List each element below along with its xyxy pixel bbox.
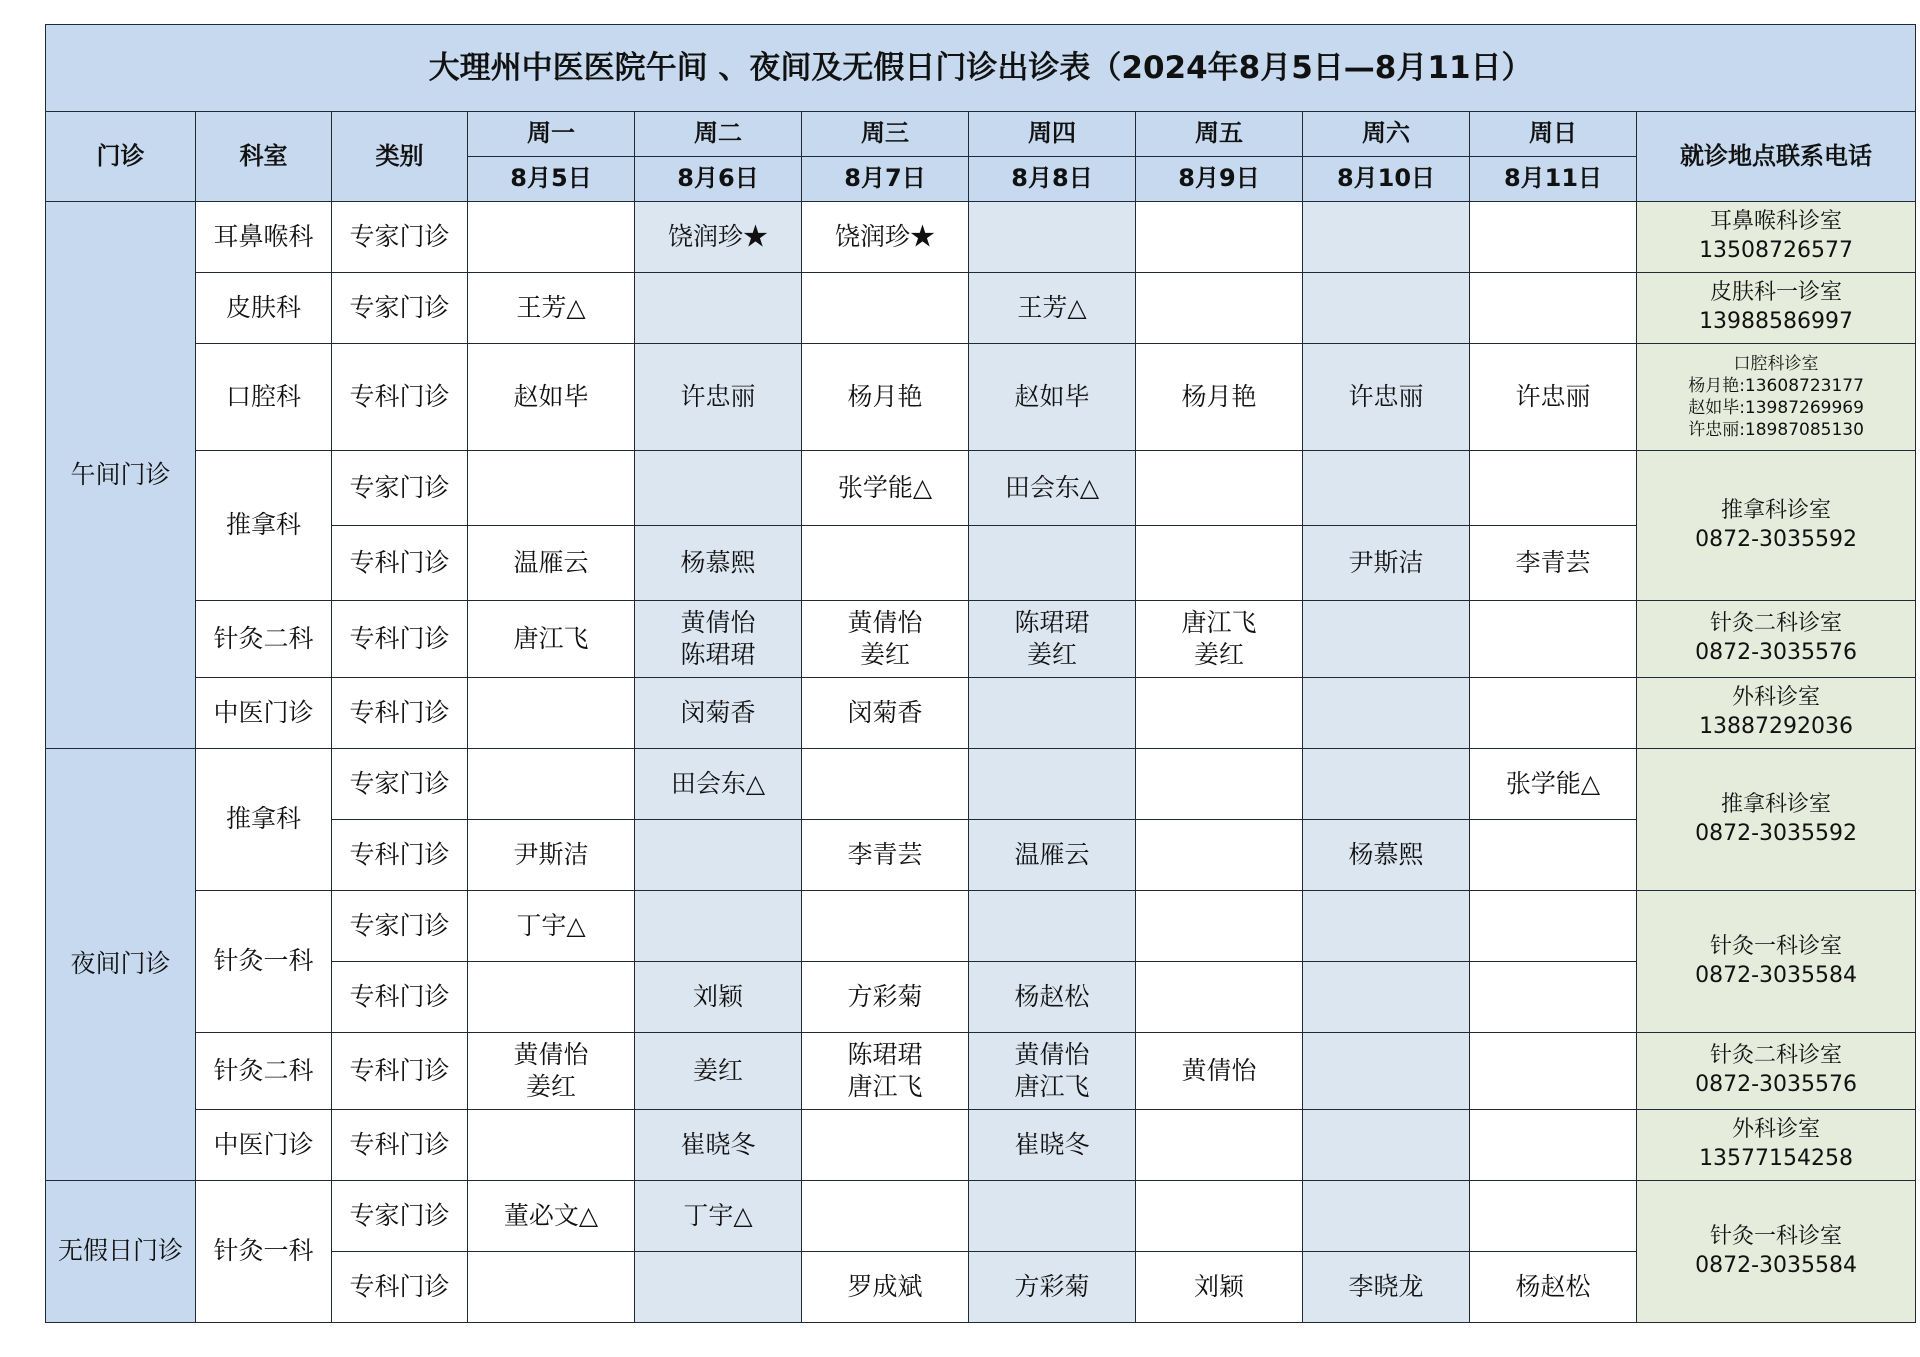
schedule-cell: 赵如毕 bbox=[468, 344, 635, 451]
doctor-name: 姜红 bbox=[1026, 640, 1077, 669]
schedule-cell: 田会东△ bbox=[969, 451, 1136, 526]
doctor-name: 姜红 bbox=[692, 1055, 743, 1085]
schedule-cell bbox=[802, 526, 969, 601]
schedule-cell bbox=[802, 273, 969, 344]
schedule-cell: 李青芸 bbox=[802, 820, 969, 891]
schedule-cell bbox=[468, 451, 635, 526]
dept-label: 皮肤科 bbox=[196, 273, 332, 344]
schedule-cell bbox=[1136, 820, 1303, 891]
schedule-cell: 张学能△ bbox=[802, 451, 969, 526]
schedule-cell bbox=[969, 601, 1136, 678]
schedule-cell: 赵如毕 bbox=[969, 344, 1136, 451]
header-contact: 就诊地点联系电话 bbox=[1637, 112, 1916, 202]
schedule-cell bbox=[1303, 891, 1470, 962]
doctor-name: 唐江飞 bbox=[847, 1072, 923, 1101]
schedule-cell: 丁宇△ bbox=[635, 1181, 802, 1252]
schedule-cell bbox=[1303, 962, 1470, 1033]
schedule-cell: 温雁云 bbox=[468, 526, 635, 601]
page-title: 大理州中医医院午间 、夜间及无假日门诊出诊表（2024年8月5日—8月11日） bbox=[46, 25, 1916, 112]
schedule-cell bbox=[635, 1252, 802, 1323]
location-cell bbox=[1637, 749, 1916, 891]
schedule-cell bbox=[1136, 1181, 1303, 1252]
location-cell bbox=[1637, 1033, 1916, 1110]
doctor-name: 黄倩怡 bbox=[1181, 1055, 1257, 1085]
doctor-name: 黄倩怡 bbox=[680, 607, 756, 637]
schedule-cell bbox=[969, 678, 1136, 749]
schedule-cell: 杨慕熙 bbox=[635, 526, 802, 601]
schedule-cell bbox=[1136, 273, 1303, 344]
type-label: 专家门诊 bbox=[332, 451, 468, 526]
schedule-cell bbox=[1136, 451, 1303, 526]
schedule-cell bbox=[468, 1033, 635, 1110]
schedule-cell bbox=[1136, 601, 1303, 678]
location-phone: 13508726577 bbox=[1699, 238, 1854, 263]
schedule-cell bbox=[1470, 202, 1637, 273]
schedule-cell: 王芳△ bbox=[468, 273, 635, 344]
schedule-cell bbox=[468, 1110, 635, 1181]
schedule-cell bbox=[802, 1033, 969, 1110]
header-weekday: 周日 bbox=[1470, 112, 1637, 157]
schedule-cell bbox=[1470, 891, 1637, 962]
type-label: 专家门诊 bbox=[332, 273, 468, 344]
schedule-cell bbox=[1136, 749, 1303, 820]
dept-label: 针灸一科 bbox=[196, 891, 332, 1033]
schedule-cell: 方彩菊 bbox=[802, 962, 969, 1033]
schedule-cell bbox=[969, 891, 1136, 962]
schedule-cell bbox=[1303, 1110, 1470, 1181]
schedule-cell bbox=[1303, 749, 1470, 820]
type-label: 专家门诊 bbox=[332, 749, 468, 820]
location-phone: 0872-3035584 bbox=[1695, 962, 1857, 988]
schedule-cell bbox=[1470, 678, 1637, 749]
section-label: 无假日门诊 bbox=[46, 1181, 196, 1323]
schedule-cell: 李晓龙 bbox=[1303, 1252, 1470, 1323]
header-dept: 科室 bbox=[196, 112, 332, 202]
schedule-cell bbox=[635, 273, 802, 344]
schedule-cell: 饶润珍★ bbox=[802, 202, 969, 273]
dept-label: 中医门诊 bbox=[196, 1110, 332, 1181]
doctor-name: 姜红 bbox=[1193, 640, 1244, 669]
type-label: 专科门诊 bbox=[332, 678, 468, 749]
location-phone: 0872-3035592 bbox=[1695, 526, 1857, 552]
location-room: 针灸一科诊室 bbox=[1710, 933, 1843, 959]
schedule-cell bbox=[635, 1033, 802, 1110]
schedule-cell: 王芳△ bbox=[969, 273, 1136, 344]
schedule-cell: 闵菊香 bbox=[635, 678, 802, 749]
doctor-name: 黄倩怡 bbox=[1014, 1039, 1090, 1069]
schedule-cell bbox=[802, 891, 969, 962]
header-weekday: 周五 bbox=[1136, 112, 1303, 157]
schedule-cell: 杨月艳 bbox=[802, 344, 969, 451]
schedule-cell bbox=[1303, 1033, 1470, 1110]
schedule-cell bbox=[468, 202, 635, 273]
header-date: 8月7日 bbox=[802, 157, 969, 202]
doctor-name: 唐江飞 bbox=[1181, 607, 1257, 637]
doctor-name: 陈珺珺 bbox=[847, 1039, 923, 1069]
schedule-cell bbox=[468, 601, 635, 678]
dept-label: 推拿科 bbox=[196, 451, 332, 601]
doctor-name: 黄倩怡 bbox=[513, 1039, 589, 1069]
schedule-cell: 许忠丽 bbox=[635, 344, 802, 451]
schedule-cell bbox=[1303, 678, 1470, 749]
schedule-cell bbox=[1136, 1033, 1303, 1110]
doctor-name: 姜红 bbox=[525, 1072, 576, 1101]
location-room: 针灸一科诊室 bbox=[1710, 1223, 1843, 1249]
type-label: 专科门诊 bbox=[332, 820, 468, 891]
location-room: 针灸二科诊室 bbox=[1710, 1043, 1843, 1069]
type-label: 专科门诊 bbox=[332, 962, 468, 1033]
dept-label: 针灸二科 bbox=[196, 1033, 332, 1110]
schedule-cell bbox=[1136, 678, 1303, 749]
schedule-cell bbox=[1470, 962, 1637, 1033]
header-clinic: 门诊 bbox=[46, 112, 196, 202]
schedule-cell: 杨赵松 bbox=[1470, 1252, 1637, 1323]
schedule-cell bbox=[1136, 891, 1303, 962]
location-cell bbox=[1637, 273, 1916, 344]
header-weekday: 周一 bbox=[468, 112, 635, 157]
location-cell bbox=[1637, 202, 1916, 273]
schedule-cell bbox=[468, 1252, 635, 1323]
schedule-cell bbox=[1470, 451, 1637, 526]
schedule-cell bbox=[802, 1181, 969, 1252]
doctor-name: 唐江飞 bbox=[513, 623, 589, 653]
header-date: 8月8日 bbox=[969, 157, 1136, 202]
schedule-cell bbox=[1136, 202, 1303, 273]
schedule-cell: 温雁云 bbox=[969, 820, 1136, 891]
location-phone: 许忠丽:18987085130 bbox=[1688, 420, 1864, 441]
schedule-cell bbox=[468, 749, 635, 820]
schedule-cell bbox=[1303, 273, 1470, 344]
schedule-cell bbox=[802, 1110, 969, 1181]
location-phone: 13988586997 bbox=[1699, 309, 1854, 334]
doctor-name: 姜红 bbox=[859, 640, 910, 669]
location-room: 皮肤科一诊室 bbox=[1710, 280, 1843, 306]
location-phone: 赵如毕:13987269969 bbox=[1688, 398, 1864, 418]
type-label: 专家门诊 bbox=[332, 891, 468, 962]
location-cell bbox=[1637, 1110, 1916, 1181]
schedule-cell bbox=[635, 891, 802, 962]
header-weekday: 周三 bbox=[802, 112, 969, 157]
schedule-cell bbox=[802, 749, 969, 820]
schedule-cell bbox=[635, 451, 802, 526]
schedule-cell bbox=[969, 749, 1136, 820]
schedule-cell bbox=[969, 1033, 1136, 1110]
header-date: 8月11日 bbox=[1470, 157, 1637, 202]
schedule-cell: 田会东△ bbox=[635, 749, 802, 820]
schedule-cell: 崔晓冬 bbox=[969, 1110, 1136, 1181]
schedule-cell: 杨月艳 bbox=[1136, 344, 1303, 451]
schedule-cell: 闵菊香 bbox=[802, 678, 969, 749]
schedule-cell bbox=[1470, 1110, 1637, 1181]
schedule-cell: 崔晓冬 bbox=[635, 1110, 802, 1181]
location-phone: 13887292036 bbox=[1699, 714, 1854, 739]
location-room: 针灸二科诊室 bbox=[1710, 611, 1843, 637]
location-room: 推拿科诊室 bbox=[1721, 497, 1832, 523]
type-label: 专科门诊 bbox=[332, 601, 468, 678]
dept-label: 推拿科 bbox=[196, 749, 332, 891]
header-date: 8月10日 bbox=[1303, 157, 1470, 202]
location-phone: 13577154258 bbox=[1699, 1146, 1854, 1171]
location-room: 推拿科诊室 bbox=[1721, 791, 1832, 817]
doctor-name: 唐江飞 bbox=[1014, 1072, 1090, 1101]
schedule-cell bbox=[468, 678, 635, 749]
location-phone: 0872-3035584 bbox=[1695, 1252, 1857, 1278]
dept-label: 耳鼻喉科 bbox=[196, 202, 332, 273]
location-room: 耳鼻喉科诊室 bbox=[1710, 209, 1843, 235]
schedule-cell: 方彩菊 bbox=[969, 1252, 1136, 1323]
schedule-cell: 刘颖 bbox=[1136, 1252, 1303, 1323]
schedule-cell bbox=[1470, 601, 1637, 678]
type-label: 专家门诊 bbox=[332, 202, 468, 273]
schedule-table bbox=[45, 24, 1916, 1323]
schedule-cell: 李青芸 bbox=[1470, 526, 1637, 601]
schedule-cell bbox=[802, 601, 969, 678]
header-type: 类别 bbox=[332, 112, 468, 202]
schedule-cell bbox=[1136, 526, 1303, 601]
location-cell bbox=[1637, 344, 1916, 451]
type-label: 专科门诊 bbox=[332, 1033, 468, 1110]
header-date: 8月5日 bbox=[468, 157, 635, 202]
schedule-cell bbox=[1136, 1110, 1303, 1181]
schedule-cell: 尹斯洁 bbox=[1303, 526, 1470, 601]
doctor-name: 黄倩怡 bbox=[847, 607, 923, 637]
schedule-cell bbox=[1303, 202, 1470, 273]
section-label: 夜间门诊 bbox=[46, 749, 196, 1181]
schedule-cell bbox=[969, 202, 1136, 273]
schedule-cell bbox=[1136, 962, 1303, 1033]
location-room: 外科诊室 bbox=[1732, 685, 1821, 711]
schedule-cell bbox=[635, 601, 802, 678]
dept-label: 针灸二科 bbox=[196, 601, 332, 678]
header-weekday: 周二 bbox=[635, 112, 802, 157]
header-weekday: 周四 bbox=[969, 112, 1136, 157]
schedule-cell bbox=[1303, 601, 1470, 678]
schedule-cell: 董必文△ bbox=[468, 1181, 635, 1252]
location-cell bbox=[1637, 678, 1916, 749]
dept-label: 口腔科 bbox=[196, 344, 332, 451]
schedule-cell bbox=[1470, 1033, 1637, 1110]
schedule-cell: 许忠丽 bbox=[1470, 344, 1637, 451]
schedule-cell: 许忠丽 bbox=[1303, 344, 1470, 451]
schedule-cell bbox=[1470, 820, 1637, 891]
schedule-cell bbox=[1470, 1181, 1637, 1252]
schedule-cell: 张学能△ bbox=[1470, 749, 1637, 820]
schedule-cell bbox=[1470, 273, 1637, 344]
schedule-cell bbox=[969, 526, 1136, 601]
location-cell bbox=[1637, 451, 1916, 601]
schedule-cell bbox=[635, 820, 802, 891]
location-phone: 0872-3035576 bbox=[1695, 1072, 1857, 1097]
schedule-cell bbox=[468, 962, 635, 1033]
header-date: 8月6日 bbox=[635, 157, 802, 202]
schedule-cell bbox=[1303, 451, 1470, 526]
schedule-cell: 尹斯洁 bbox=[468, 820, 635, 891]
location-phone: 0872-3035592 bbox=[1695, 820, 1857, 846]
type-label: 专家门诊 bbox=[332, 1181, 468, 1252]
location-room: 外科诊室 bbox=[1732, 1117, 1821, 1143]
location-cell bbox=[1637, 1181, 1916, 1323]
schedule-cell: 丁宇△ bbox=[468, 891, 635, 962]
section-label: 午间门诊 bbox=[46, 202, 196, 749]
header-weekday: 周六 bbox=[1303, 112, 1470, 157]
doctor-name: 陈珺珺 bbox=[680, 640, 756, 669]
header-date: 8月9日 bbox=[1136, 157, 1303, 202]
schedule-cell bbox=[969, 1181, 1136, 1252]
schedule-cell: 饶润珍★ bbox=[635, 202, 802, 273]
type-label: 专科门诊 bbox=[332, 344, 468, 451]
location-room: 口腔科诊室 bbox=[1733, 353, 1819, 374]
location-cell bbox=[1637, 601, 1916, 678]
type-label: 专科门诊 bbox=[332, 1110, 468, 1181]
type-label: 专科门诊 bbox=[332, 526, 468, 601]
location-phone: 杨月艳:13608723177 bbox=[1688, 375, 1864, 396]
schedule-cell bbox=[1303, 1181, 1470, 1252]
doctor-name: 陈珺珺 bbox=[1014, 607, 1090, 637]
location-cell bbox=[1637, 891, 1916, 1033]
schedule-cell: 杨赵松 bbox=[969, 962, 1136, 1033]
type-label: 专科门诊 bbox=[332, 1252, 468, 1323]
schedule-cell: 杨慕熙 bbox=[1303, 820, 1470, 891]
dept-label: 针灸一科 bbox=[196, 1181, 332, 1323]
dept-label: 中医门诊 bbox=[196, 678, 332, 749]
schedule-cell: 刘颖 bbox=[635, 962, 802, 1033]
location-phone: 0872-3035576 bbox=[1695, 640, 1857, 665]
schedule-cell: 罗成斌 bbox=[802, 1252, 969, 1323]
